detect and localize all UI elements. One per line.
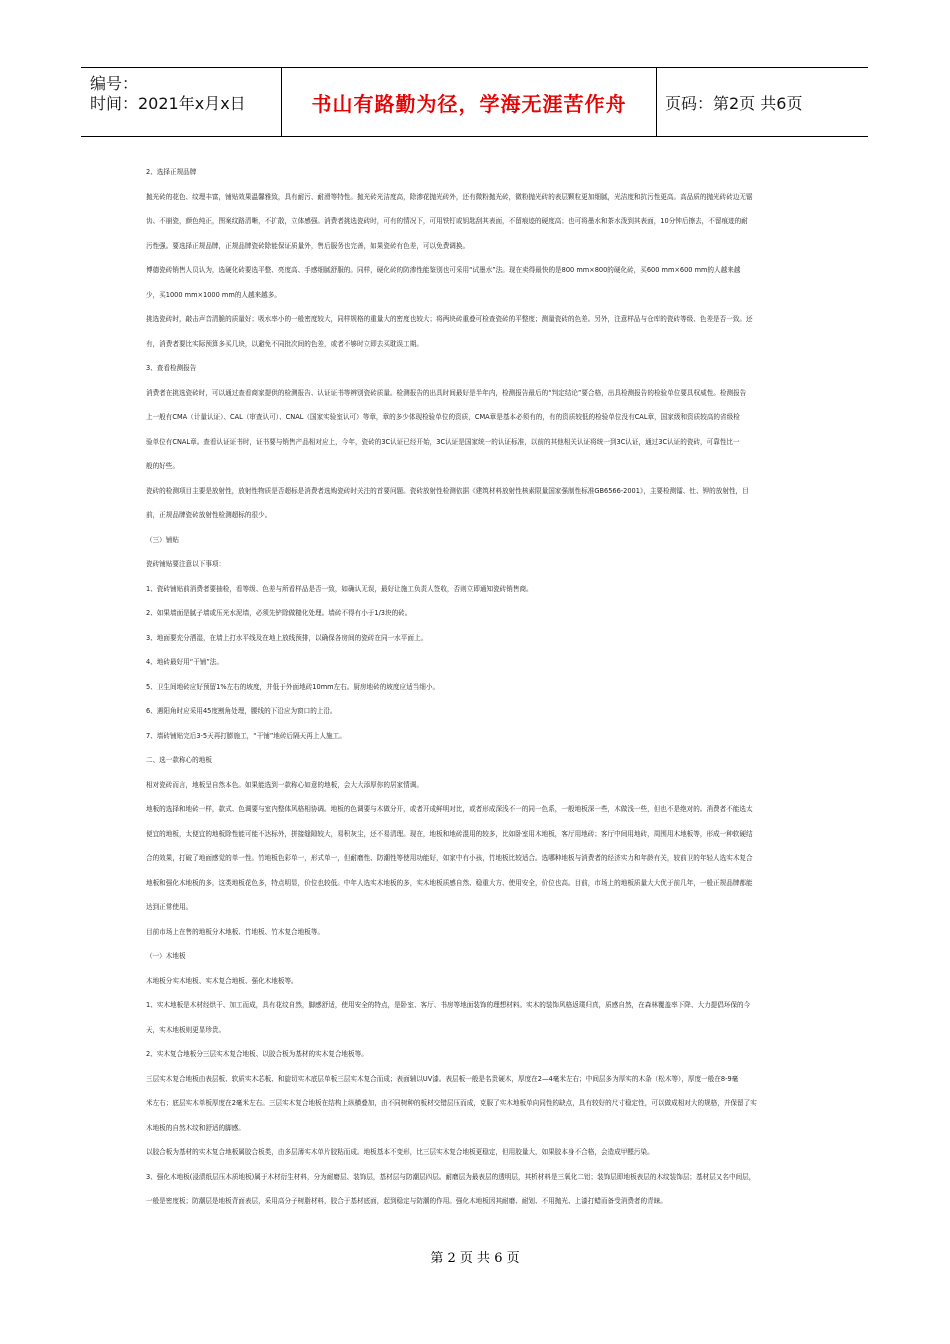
text-line: 瓷砖铺贴要注意以下事项： bbox=[146, 560, 226, 568]
text-line: 相对瓷砖而言，地板呈自然本色。如果能选到一款称心如意的地板，会大大添厚你的居家情调。 bbox=[146, 780, 423, 789]
text-line: 6、遇阳角时应采用45度割角处理，腰线的下沿应为窗口的上沿。 bbox=[146, 707, 337, 715]
document-time-label: 时间：2021年x月x日 bbox=[90, 94, 246, 113]
text-line: 2、选择正规品牌 bbox=[146, 168, 197, 176]
text-line: 以胶合板为基材的实木复合地板属胶合板类，由多层薄实木单片胶粘而成。地板基本不变形，比三层实木复合地板更稳定，但用胶量大，如果胶本身不合格，会造成甲醛污染。 bbox=[146, 1148, 654, 1156]
page-header bbox=[81, 67, 868, 137]
header-motto: 书山有路勤为径，学海无涯苦作舟 bbox=[282, 68, 657, 136]
text-line: 验单位有CNAL章。查看认证证书时，证书要与销售产品相对应上，今年，瓷砖的3C认证已经开始，3C认证是国家统一的认证标准，以前的其他相关认证将统一到3C认证，通过3C认证的瓷砖，可靠性比一 bbox=[146, 437, 740, 446]
text-line: 少，买1000 mm×1000 mm的人越来越多。 bbox=[146, 290, 281, 299]
document-body bbox=[146, 160, 808, 1214]
text-line: 木地板分实木地板、实木复合地板、强化木地板等。 bbox=[146, 976, 298, 985]
text-line: 上一般有CMA（计量认证）、CAL（审查认可）、CNAL（国家实验室认可）等章，章的多少体现检验单位的资质，CMA章是基本必须有的，有的资质较低的检验单位没有CAL章，国家级和资质较高的省级检 bbox=[146, 413, 740, 421]
text-line: 米左右；底层实木单板厚度在2毫米左右。三层实木复合地板在结构上纵横叠加，由不同树种的板材交错层压而成，克服了实木地板单向同性的缺点，具有较好的尺寸稳定性，可以做成相对大的规格，并保留了实 bbox=[146, 1099, 757, 1107]
text-line: 3、强化木地板(浸渍纸层压木质地板)属于木材衍生材料，分为耐磨层、装饰层，基材层与防潮层四层。耐磨层为最表层的透明层，其析材料是三氧化二铝；装饰层即地板表层的木纹装饰层；基材层又名中间层， bbox=[146, 1172, 756, 1181]
text-line: 消费者在挑选瓷砖时，可以通过查看商家提供的检测报告、认证证书等辨别瓷砖质量。检测报告的出具时间最好是半年内，检测报告最后的“判定结论”要合格，出具检测报告的检验单位要具权威性。检测报告 bbox=[146, 388, 747, 397]
text-line: 3、地面要充分洒湿，在墙上打水平线及在地上放线预排，以确保各房间的瓷砖在同一水平面上。 bbox=[146, 633, 428, 642]
text-line: 有，消费者要比实际预算多买几块，以避免不同批次间的色差，或者不够时立即去买耽误工期。 bbox=[146, 339, 423, 348]
text-line: （三）铺贴 bbox=[146, 535, 179, 544]
header-meta-cell bbox=[81, 68, 282, 136]
text-line: 抛光砖的花色、纹理丰富，铺贴效果温馨雅致，具有耐污、耐滑等特性。抛光砖光洁度高，除渗花抛光砖外，还有微粉抛光砖，微粉抛光砖的表层颗粒更加细腻，光洁度和抗污性更高。高品质的抛光砖砖边无锯 bbox=[146, 192, 753, 201]
text-line: 天，实木地板则更显珍贵。 bbox=[146, 1025, 226, 1034]
page-footer: 第 2 页 共 6 页 bbox=[430, 1251, 520, 1266]
text-line: 瓷砖的检测项目主要是放射性，放射性物质是否超标是消费者选购瓷砖时关注的首要问题。瓷砖放射性检测依据《建筑材料放射性核素限量国家强制性标准GB6566-2001》，主要检测镭、钍、钾的放射性，目 bbox=[146, 486, 749, 495]
text-line: 合的效果，打破了地面感觉的单一性。竹地板色彩单一，形式单一，但耐磨性、防潮性等使用功能好，如家中有小孩，竹地板比较适合。选哪种地板与消费者的经济实力和年龄有关，较前卫的年轻人选实木复合 bbox=[146, 854, 753, 862]
text-line: 便宜的地板，太便宜的地板除性能可能不达标外，拼接缝隙较大，易积灰尘，还不易清理。现在，地板和地砖混用的较多，比如卧室用木地板，客厅用地砖；客厅中间用地砖，周围用木地板等，形成一种软硬结 bbox=[146, 829, 753, 838]
text-line: 一般是密度板；防潮层是地板背面表层，采用高分子树脂材料，胶合于基材底面，起到稳定与防潮的作用。强化木地板因其耐磨、耐划、不用抛光、上漆打蜡而备受消费者的青睐。 bbox=[146, 1197, 667, 1205]
text-line: 污性强。要选择正规品牌，正规品牌瓷砖除能保证质量外，售后服务也完善，如果瓷砖有色差，可以免费调换。 bbox=[146, 241, 470, 250]
text-line: 齿、不崩瓷，颜色纯正，图案纹路清晰，不扩散，立体感强。消费者挑选瓷砖时，可有的情况下，可用铁钉或钥匙刮其表面，不留痕迹的硬度高；也可将墨水和茶水泼到其表面，10分钟后擦去，不留痕迹的耐 bbox=[146, 217, 748, 225]
text-line: 挑选瓷砖时，敲击声音清脆的质量好；吸水率小的一般密度较大，同样规格的重量大的密度也较大；将两块砖重叠可检查瓷砖的平整度；测量瓷砖的色差。另外，注意样品与仓库的瓷砖等级、色差是否一致。还 bbox=[146, 315, 753, 323]
text-line: 1、瓷砖铺贴前消费者要抽检，看等级、色差与所看样品是否一致，如确认无误，最好让施工负责人签收，否则立即通知瓷砖销售商。 bbox=[146, 584, 533, 593]
text-line: 2、实木复合地板分三层实木复合地板、以胶合板为基材的实木复合地板等。 bbox=[146, 1050, 368, 1058]
document-number-label: 编号： bbox=[90, 74, 139, 93]
text-line: 5、卫生间地砖应好预留1%左右的坡度，并低于外面地砖10mm左右。厨房地砖的坡度应适当细小。 bbox=[146, 682, 440, 691]
text-line: 前，正规品牌瓷砖放射性检测超标的很少。 bbox=[146, 511, 272, 519]
text-line: 3、查看检测报告 bbox=[146, 364, 197, 372]
text-line: 达到正常使用。 bbox=[146, 903, 193, 911]
text-line: 般的好些。 bbox=[146, 462, 179, 470]
text-line: 4、地砖最好用“干铺”法。 bbox=[146, 658, 223, 666]
text-line: 地板的选择和地砖一样，款式、色调要与室内整体风格相协调。地板的色调要与木做分开，或者开成鲜明对比，或者形成深浅不一的同一色系，一般地板深一些，木做浅一些，但也不是绝对的。消费者不能选太 bbox=[146, 805, 753, 813]
text-line: 1、实木地板是木材经烘干、加工而成，具有花纹自然，脚感舒适，使用安全的特点，是卧室、客厅、书房等地面装饰的理想材料。实木的装饰风格返璞归真，质感自然，在森林覆盖率下降、大力提倡环保的今 bbox=[146, 1001, 751, 1009]
text-line: 博德瓷砖销售人员认为，选硬化砖要选平整、亮度高、手感细腻舒服的。同样，硬化砖的防渗性能鉴别也可采用“试墨水”法。现在卖得最快的是800 mm×800的硬化砖，买600 mm×600 mm的人越来越 bbox=[146, 266, 741, 274]
text-line: 三层实木复合地板由表层板、软质实木芯板、和旋切实木底层单板三层实木复合而成；表面辅以UV漆。表层板一般是名贵硬木，厚度在2—4毫米左右；中间层多为厚实的木条（松木等），厚度一般在8-9毫 bbox=[146, 1074, 739, 1083]
text-line: 二、选一款称心的地板 bbox=[146, 756, 212, 764]
text-line: 目前市场上在售的地板分木地板、竹地板、竹木复合地板等。 bbox=[146, 927, 325, 936]
text-line: 木地板的自然木纹和舒适的脚感。 bbox=[146, 1123, 245, 1132]
header-page-label: 页码：第2页 共6页 bbox=[665, 93, 803, 113]
text-line: 地板和强化木地板的多，这类地板花色多，特点明显，价位也较低。中年人选实木地板的多，实木地板质感自然、稳重大方、使用安全，价位也高。目前，市场上的地板质量大大优于前几年，一般正规品牌都能 bbox=[146, 878, 753, 887]
text-line: 2、如果墙面是腻子墙或压光水泥墙，必须先铲除做糙化处理。墙砖不得有小于1/3块的砖。 bbox=[146, 609, 412, 617]
text-line: （一）木地板 bbox=[146, 952, 186, 960]
text-line: 7、墙砖铺贴完后3-5天再打膨施工，“干铺”地砖后隔天再上人施工。 bbox=[146, 731, 346, 740]
